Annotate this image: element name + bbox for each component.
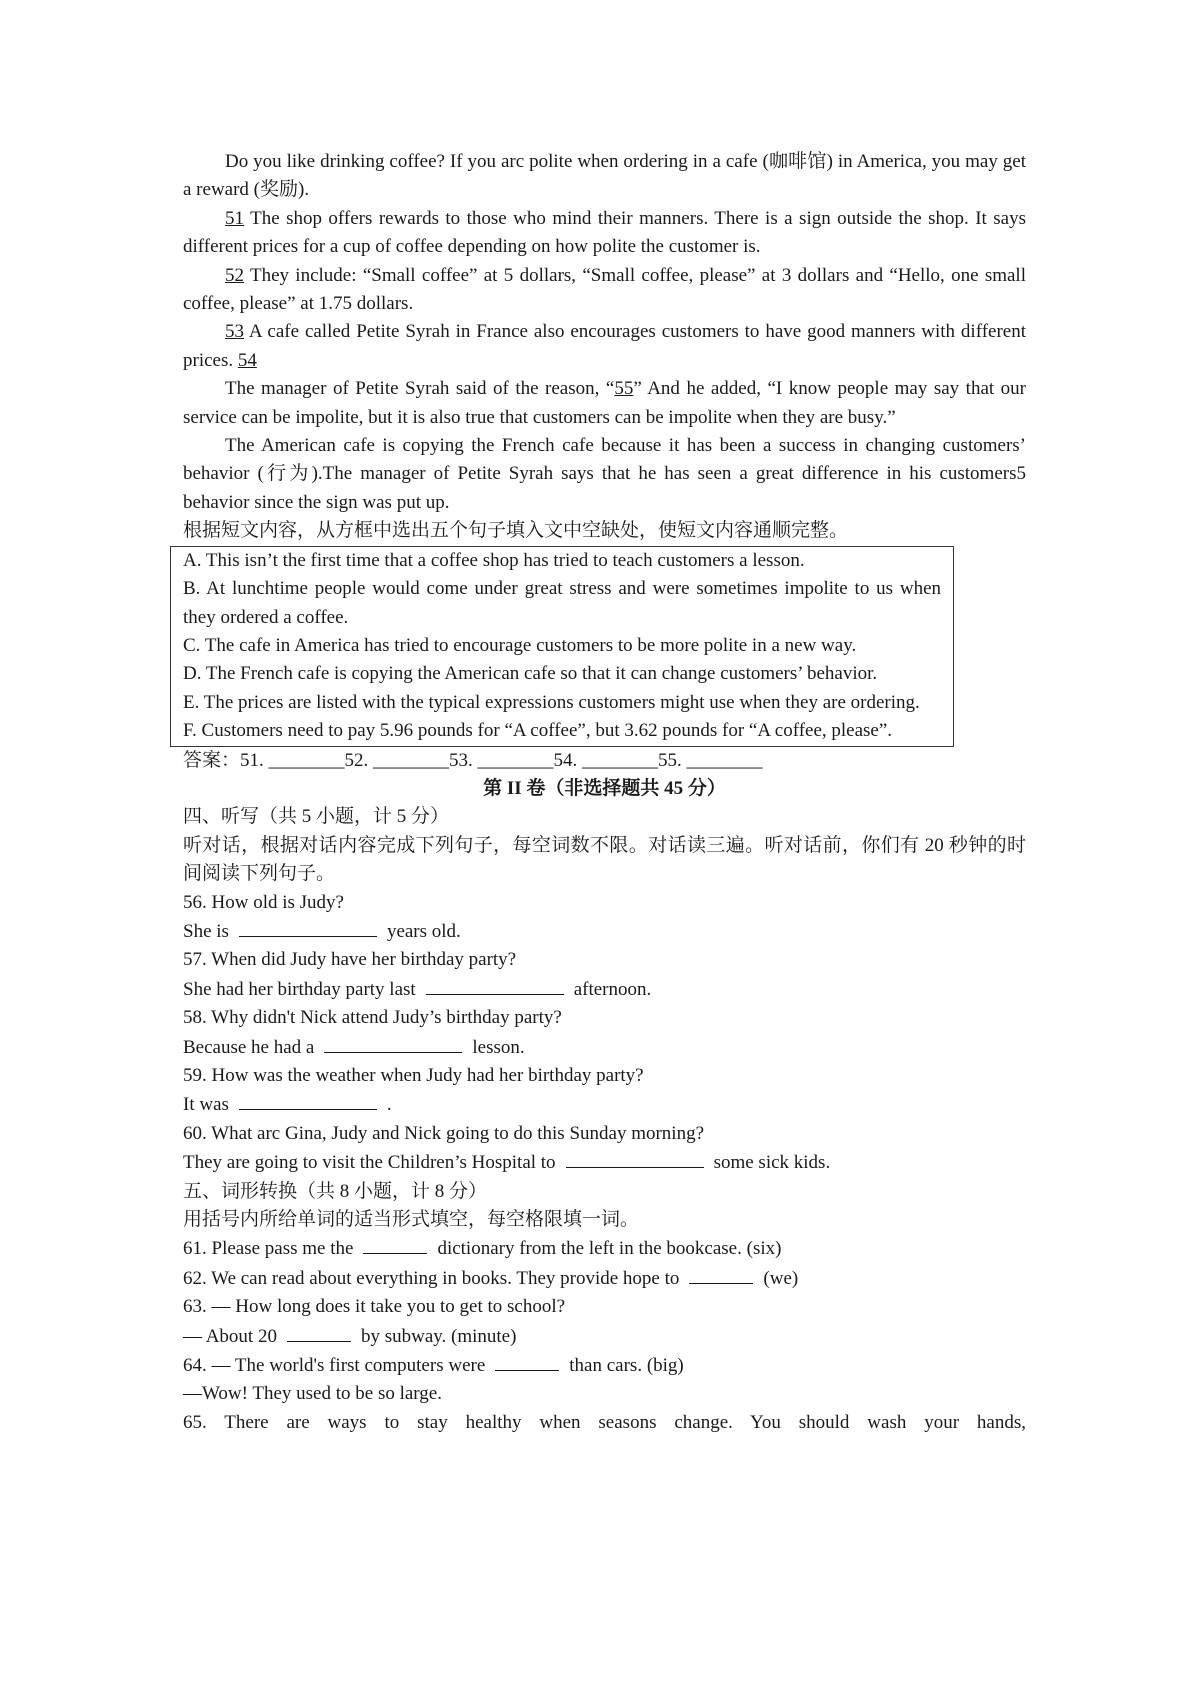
question-text: 64. — The world's first computers were [183, 1355, 486, 1377]
question-63 [183, 1322, 1026, 1351]
answer-58 [183, 1033, 1026, 1062]
passage-paragraph-4 [183, 318, 1026, 375]
question-57: 57. When did Judy have her birthday party? [183, 949, 517, 971]
blank-number-52: 52 [225, 264, 244, 286]
question-63-prompt: 63. — How long does it take you to get to school? [183, 1296, 566, 1318]
task-instruction: 根据短文内容，从方框中选出五个句子填入文中空缺处，使短文内容通顺完整。 [183, 520, 849, 542]
answer-text: lesson. [472, 1036, 525, 1058]
passage-text: The American cafe is copying the French cafe because it has been a success in changing customers’ behavior (行为).The manager of Petite Syrah says that he has seen a great difference in his customers5 behavior since the sign was put up. [183, 435, 1026, 513]
listening-intro: 听对话，根据对话内容完成下列句子，每空词数不限。对话读三遍。听对话前，你们有 20 秒钟的时间阅读下列句子。 [183, 834, 1026, 885]
wordform-heading: 五、词形转换（共 8 小题，计 8 分） [183, 1180, 488, 1202]
answer-text: She is [183, 920, 229, 942]
answer-text: It was [183, 1094, 229, 1116]
listening-heading: 四、听写（共 5 小题，计 5 分） [183, 806, 450, 828]
section-2-title: 第 II 卷（非选择题共 45 分） [483, 777, 726, 799]
passage-text: ” And he added, “I know people may say that our service can be impolite, but it is also true that customers can be impolite when they are busy.” [183, 378, 1026, 428]
answer-text: afternoon. [573, 978, 652, 1000]
question-text: — About 20 [183, 1325, 277, 1347]
answer-blank[interactable] [287, 1322, 351, 1342]
blank-number-53: 53 [225, 321, 244, 343]
question-65: 65. There are ways to stay healthy when seasons change. You should wash your hands, [183, 1411, 1026, 1433]
question-64 [183, 1351, 1026, 1380]
option-f: F. Customers need to pay 5.96 pounds for “A coffee”, but 3.62 pounds for “A coffee, please”. [183, 720, 893, 742]
answer-text: some sick kids. [713, 1152, 831, 1174]
answer-blank[interactable] [495, 1351, 559, 1371]
answer-text: Because he had a [183, 1036, 315, 1058]
blank-number-51: 51 [225, 207, 244, 229]
option-b: B. At lunchtime people would come under great stress and were sometimes impolite to us when they ordered a coffee. [183, 578, 941, 628]
passage-text: Do you like drinking coffee? If you arc polite when ordering in a cafe (咖啡馆) in America, you may get a reward (奖励). [183, 151, 1026, 201]
passage-paragraph-2 [183, 205, 1026, 262]
option-a: A. This isn’t the first time that a coffee shop has tried to teach customers a lesson. [183, 549, 805, 571]
blank-number-55: 55 [614, 378, 634, 400]
answer-blank[interactable] [689, 1264, 753, 1284]
passage-paragraph-3 [183, 262, 1026, 319]
option-e: E. The prices are listed with the typical expressions customers might use when they are ordering. [183, 691, 920, 713]
passage-paragraph-6 [183, 432, 1026, 517]
option-d: D. The French cafe is copying the American cafe so that it can change customers’ behavior. [183, 663, 878, 685]
answer-text: years old. [386, 920, 461, 942]
question-text: than cars. (big) [569, 1355, 684, 1377]
answer-blank[interactable] [324, 1033, 462, 1053]
answer-blank[interactable] [239, 917, 377, 937]
question-text: (we) [763, 1267, 799, 1289]
question-64-reply: —Wow! They used to be so large. [183, 1383, 442, 1405]
answer-blank[interactable] [363, 1234, 427, 1254]
wordform-intro: 用括号内所给单词的适当形式填空，每空格限填一词。 [183, 1209, 640, 1231]
answer-text: They are going to visit the Children’s Hospital to [183, 1152, 556, 1174]
answer-60 [183, 1148, 1026, 1177]
passage-paragraph-1 [183, 148, 1026, 205]
question-58: 58. Why didn't Nick attend Judy’s birthday party? [183, 1007, 562, 1029]
option-c: C. The cafe in America has tried to encourage customers to be more polite in a new way. [183, 634, 857, 656]
question-text: 62. We can read about everything in books. They provide hope to [183, 1267, 680, 1289]
passage-text: They include: “Small coffee” at 5 dollars, “Small coffee, please” at 3 dollars and “Hello, one small coffee, please” at 1.75 dollars. [183, 264, 1026, 315]
answer-line: 答案：51. ________52. ________53. ________54. ________55. ________ [183, 749, 763, 771]
answer-text: She had her birthday party last [183, 978, 416, 1000]
answer-blank[interactable] [426, 975, 564, 995]
question-text: dictionary from the left in the bookcase. (six) [437, 1238, 782, 1260]
options-box [170, 546, 954, 747]
passage-text: The manager of Petite Syrah said of the reason, “ [225, 378, 615, 400]
passage-text: The shop offers rewards to those who mind their manners. There is a sign outside the shop. It says different prices for a cup of coffee depending on how polite the customer is. [183, 207, 1026, 258]
question-62 [183, 1264, 1026, 1293]
exam-page [183, 148, 1026, 1437]
passage-text: A cafe called Petite Syrah in France also encourages customers to have good manners with different prices. [183, 321, 1026, 371]
blank-number-54: 54 [237, 349, 257, 371]
answer-57 [183, 975, 1026, 1004]
answer-blank[interactable] [239, 1090, 377, 1110]
answer-text: . [386, 1094, 392, 1116]
answer-56 [183, 917, 1026, 946]
answer-blank[interactable] [566, 1148, 704, 1168]
question-61 [183, 1234, 1026, 1263]
question-text: 61. Please pass me the [183, 1238, 354, 1260]
answer-59 [183, 1090, 1026, 1119]
question-60: 60. What arc Gina, Judy and Nick going to do this Sunday morning? [183, 1122, 705, 1144]
question-59: 59. How was the weather when Judy had her birthday party? [183, 1065, 644, 1086]
question-56: 56. How old is Judy? [183, 891, 344, 913]
passage-paragraph-5 [183, 375, 1026, 432]
question-text: by subway. (minute) [360, 1325, 517, 1347]
